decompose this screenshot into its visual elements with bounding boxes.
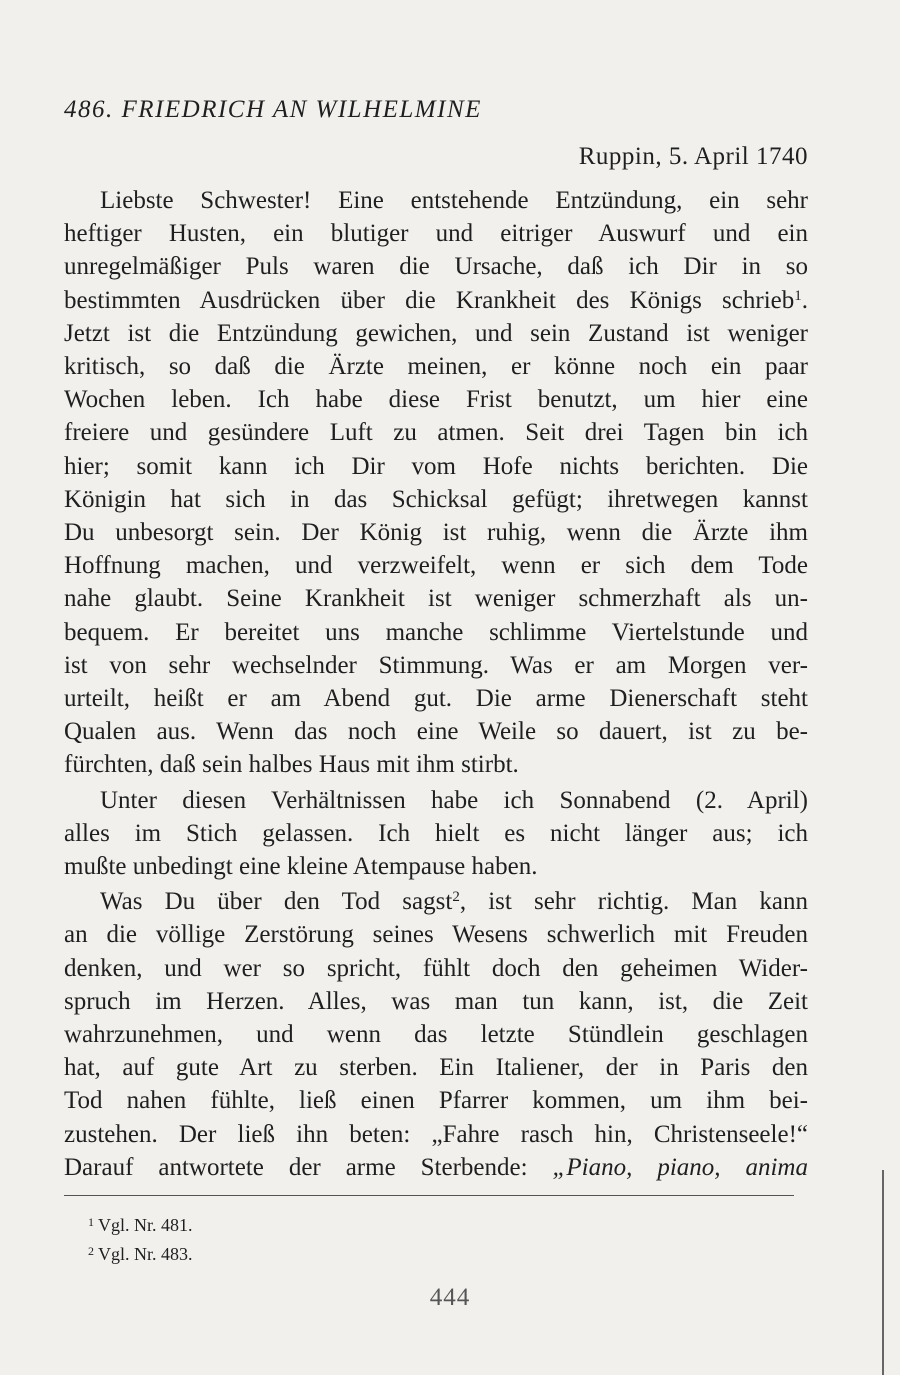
text-line: bequem. Er bereitet uns manche schlimme Viertelstunde und bbox=[64, 618, 808, 646]
text-line: zustehen. Der ließ ihn beten: „Fahre rasch hin, Christenseele!“ bbox=[64, 1120, 808, 1148]
page-number: 444 bbox=[429, 1284, 471, 1311]
text-line: kritisch, so daß die Ärzte meinen, er könne noch ein paar bbox=[64, 353, 808, 381]
footnote-marker: 1 bbox=[88, 1215, 94, 1229]
text-line: Königin hat sich in das Schicksal gefügt; ihretwegen kannst bbox=[64, 485, 808, 513]
text-line: hier; somit kann ich Dir vom Hofe nichts berichten. Die bbox=[64, 452, 808, 480]
letter-heading: 486. FRIEDRICH AN WILHELMINE bbox=[64, 96, 482, 123]
footnote-text: Vgl. Nr. 483. bbox=[98, 1244, 193, 1264]
text-line: Hoffnung machen, und verzweifelt, wenn er sich dem Tode bbox=[64, 552, 808, 580]
text-line: ist von sehr wechselnder Stimmung. Was er am Morgen ver- bbox=[64, 651, 808, 679]
text-line: heftiger Husten, ein blutiger und eitriger Auswurf und ein bbox=[64, 220, 808, 248]
text-line: freiere und gesündere Luft zu atmen. Seit drei Tagen bin ich bbox=[64, 419, 808, 447]
letter-dateline: Ruppin, 5. April 1740 bbox=[578, 143, 808, 170]
text-line: Tod nahen fühlte, ließ einen Pfarrer kommen, um ihm bei- bbox=[64, 1087, 808, 1115]
text-line: denken, und wer so spricht, fühlt doch den geheimen Wider- bbox=[64, 954, 808, 982]
text-line: spruch im Herzen. Alles, was man tun kann, ist, die Zeit bbox=[64, 987, 808, 1015]
footnote bbox=[88, 1209, 193, 1238]
footnote-text: Vgl. Nr. 481. bbox=[98, 1215, 193, 1235]
text-line: nahe glaubt. Seine Krankheit ist weniger schmerzhaft als un- bbox=[64, 585, 808, 613]
letter-body bbox=[64, 184, 808, 1184]
text-line bbox=[64, 885, 808, 918]
text-line: an die völlige Zerstörung seines Wesens schwerlich mit Freuden bbox=[64, 921, 808, 949]
page-edge-line bbox=[882, 1170, 884, 1375]
italic-quote: „Piano, piano, anima bbox=[552, 1153, 808, 1181]
text-segment: . bbox=[801, 286, 808, 314]
text-segment: , ist sehr richtig. Man kann bbox=[459, 888, 808, 916]
text-line: urteilt, heißt er am Abend gut. Die arme Dienerschaft steht bbox=[64, 685, 808, 713]
text-line: Qualen aus. Wenn das noch eine Weile so dauert, ist zu be- bbox=[64, 718, 808, 746]
text-segment: Darauf antwortete der arme Sterbende: bbox=[64, 1153, 553, 1181]
text-line bbox=[64, 1151, 808, 1184]
text-line: Jetzt ist die Entzündung gewichen, und sein Zustand ist weniger bbox=[64, 319, 808, 347]
footnote-marker: 2 bbox=[88, 1244, 94, 1258]
text-segment: Was Du über den Tod sagst bbox=[100, 888, 453, 916]
footnotes bbox=[88, 1209, 193, 1267]
text-line: unregelmäßiger Puls waren die Ursache, daß ich Dir in so bbox=[64, 253, 808, 281]
text-line: Wochen leben. Ich habe diese Frist benutzt, um hier eine bbox=[64, 386, 808, 414]
text-line bbox=[64, 284, 808, 317]
text-line: wahrzunehmen, und wenn das letzte Stündlein geschlagen bbox=[64, 1021, 808, 1049]
text-line: Liebste Schwester! Eine entstehende Entzündung, ein sehr bbox=[100, 187, 808, 214]
text-line: Du unbesorgt sein. Der König ist ruhig, wenn die Ärzte ihm bbox=[64, 519, 808, 547]
text-line: alles im Stich gelassen. Ich hielt es nicht länger aus; ich bbox=[64, 819, 808, 847]
text-line: hat, auf gute Art zu sterben. Ein Italiener, der in Paris den bbox=[64, 1054, 808, 1082]
footnote-rule bbox=[64, 1195, 794, 1196]
footnote bbox=[88, 1238, 193, 1267]
footnote-ref: 1 bbox=[794, 287, 802, 304]
text-line: fürchten, daß sein halbes Haus mit ihm stirbt. bbox=[64, 751, 519, 779]
text-line: mußte unbedingt eine kleine Atempause haben. bbox=[64, 853, 538, 881]
text-line: Unter diesen Verhältnissen habe ich Sonnabend (2. April) bbox=[100, 786, 808, 814]
footnote-ref: 2 bbox=[452, 889, 460, 906]
text-segment: bestimmten Ausdrücken über die Krankheit des Königs schrieb bbox=[64, 286, 795, 314]
